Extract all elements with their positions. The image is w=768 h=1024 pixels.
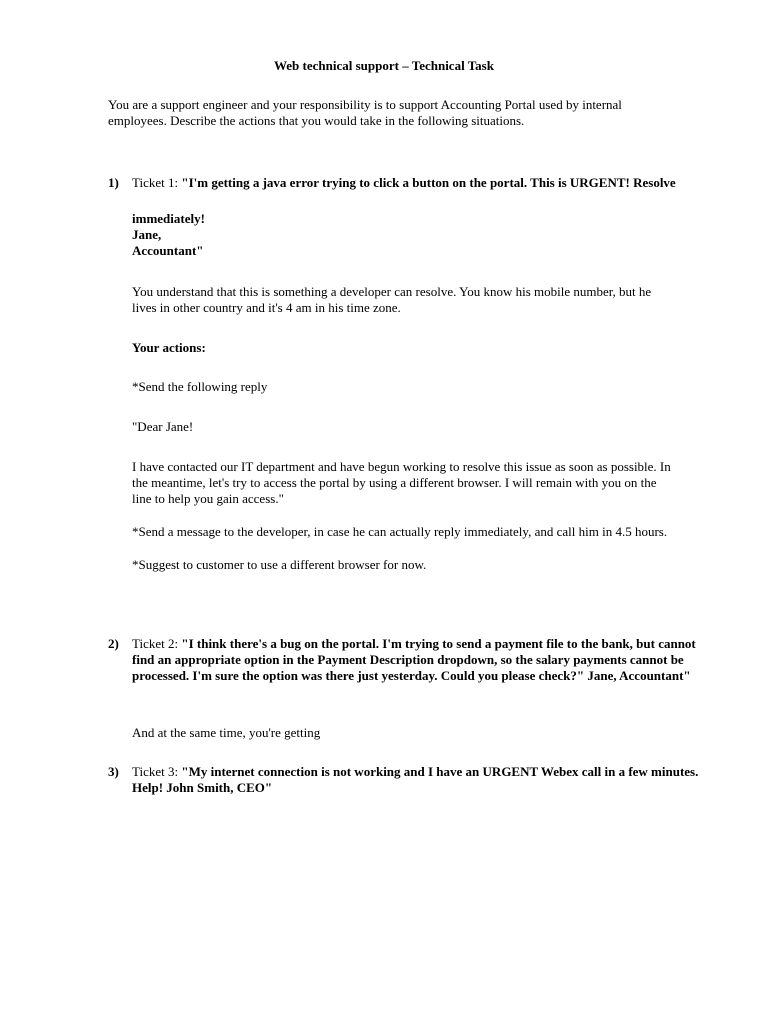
ticket-1-reply-body: I have contacted our IT department and have begun working to resolve this issue as soon as possible. In the meantime, let's try to access the portal by using a different browser. I will remain with you on the line to help you gain access."	[132, 459, 671, 506]
ticket-1-text	[132, 175, 712, 191]
document-title: Web technical support – Technical Task	[274, 58, 494, 73]
ticket-3-quote: "My internet connection is not working and I have an URGENT Webex call in a few minutes. Help! John Smith, CEO"	[132, 764, 699, 795]
ticket-2-text	[132, 636, 712, 684]
ticket-2-number: 2)	[108, 636, 119, 651]
ticket-1-action-browser: *Suggest to customer to use a different browser for now.	[132, 557, 427, 572]
ticket-1-quote-line2: immediately!	[132, 211, 205, 226]
ticket-2-followup: And at the same time, you're getting	[132, 725, 321, 740]
ticket-3-number: 3)	[108, 764, 119, 779]
ticket-1-actions-heading: Your actions:	[132, 340, 206, 355]
ticket-1-context: You understand that this is something a developer can resolve. You know his mobile number, but he lives in other country and it's 4 am in his time zone.	[132, 284, 652, 315]
ticket-1-action-developer: *Send a message to the developer, in case he can actually reply immediately, and call him in 4.5 hours.	[132, 524, 668, 539]
ticket-3-text	[132, 764, 712, 796]
ticket-2-label: Ticket 2:	[132, 636, 182, 651]
ticket-1-number: 1)	[108, 175, 119, 190]
intro-paragraph: You are a support engineer and your responsibility is to support Accounting Portal used by internal employees. Describe the actions that you would take in the following situations.	[108, 97, 622, 128]
ticket-2-quote: "I think there's a bug on the portal. I'm trying to send a payment file to the bank, but cannot find an appropriate option in the Payment Description dropdown, so the salary payments cannot be processed. I'm sure the option was there just yesterday. Could you please check?" Jane, Accountant"	[132, 636, 696, 683]
ticket-1-reply-greeting: "Dear Jane!	[132, 419, 194, 434]
ticket-1-quote-line1: "I'm getting a java error trying to click a button on the portal. This is URGENT! Resolve	[181, 175, 676, 190]
ticket-3-label: Ticket 3:	[132, 764, 182, 779]
ticket-1-quote-line4: Accountant"	[132, 243, 204, 258]
ticket-1-quote-line3: Jane,	[132, 227, 162, 242]
ticket-1-label: Ticket 1:	[132, 175, 182, 190]
ticket-1-action-reply: *Send the following reply	[132, 379, 268, 394]
